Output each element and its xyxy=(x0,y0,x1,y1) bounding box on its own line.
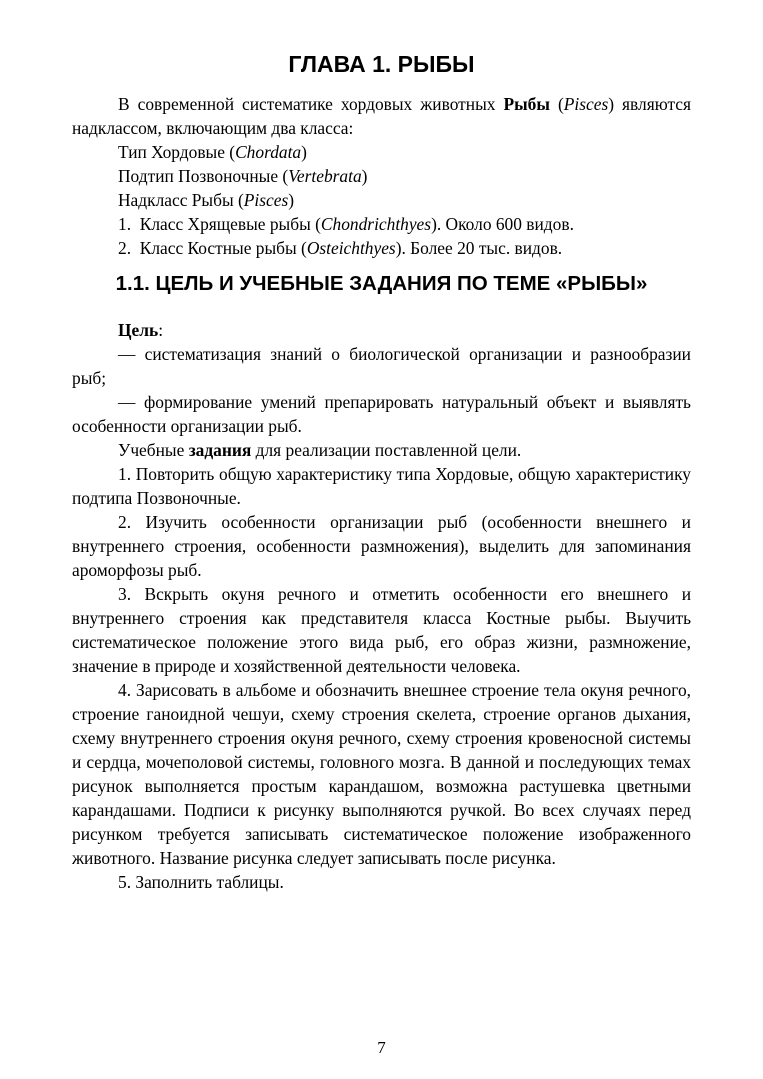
intro-bold: Рыбы xyxy=(503,94,550,114)
section-title: 1.1. ЦЕЛЬ И УЧЕБНЫЕ ЗАДАНИЯ ПО ТЕМЕ «РЫБЫ» xyxy=(115,272,648,295)
intro-text: В современной систематике хордовых животных xyxy=(118,94,504,114)
class-item: 2. Класс Костные рыбы (Osteichthyes). Более 20 тыс. видов. xyxy=(118,238,563,258)
task-item: 3. Вскрыть окуня речного и отметить особенности его внешнего и внутреннего строения как представителя класса Костные рыбы. Выучить систематическое положение этого вида рыб, его образ жизни, размножение, значение в природе и хозяйственной деятельности человека. xyxy=(72,584,691,676)
intro-text: ) являются надклассом, включающим два класса: xyxy=(72,94,692,138)
page-number: 7 xyxy=(377,1038,386,1057)
intro-paragraph xyxy=(72,92,691,140)
task-item: 4. Зарисовать в альбоме и обозначить внешнее строение тела окуня речного, строение ганоидной чешуи, схему строения скелета, строение органов дыхания, схему внутреннего строения окуня речного, схему строения кровеносной системы и сердца, мочеполовой системы, головного мозга. В данной и последующих темах рисунок выполняется простым карандашом, возможна растушевка цветными карандашами. Подписи к рисунку выполняются ручкой. Во всех случаях перед рисунком требуется записывать систематическое положение изображенного животного. Название рисунка следует записывать после рисунка. xyxy=(72,680,691,868)
intro-text: ( xyxy=(549,94,564,114)
task-item: 1. Повторить общую характеристику типа Хордовые, общую характеристику подтипа Позвоночные. xyxy=(72,464,691,508)
goal-item: — систематизация знаний о биологической организации и разнообразии рыб; xyxy=(72,344,691,388)
tasks-intro: Учебные задания для реализации поставленной цели. xyxy=(118,440,522,460)
goal-label: Цель: xyxy=(118,320,164,340)
task-item: 2. Изучить особенности организации рыб (особенности внешнего и внутреннего строения, особенности размножения), выделить для запоминания ароморфозы рыб. xyxy=(72,512,691,580)
class-item: 1. Класс Хрящевые рыбы (Chondrichthyes). Около 600 видов. xyxy=(118,214,574,234)
taxonomy-line: Подтип Позвоночные (Vertebrata) xyxy=(118,166,368,186)
taxonomy-line: Тип Хордовые (Chordata) xyxy=(118,142,307,162)
task-item: 5. Заполнить таблицы. xyxy=(118,872,284,892)
intro-latin: Pisces xyxy=(563,94,609,114)
goal-item: — формирование умений препарировать натуральный объект и выявлять особенности организации рыб. xyxy=(72,392,691,436)
taxonomy-line: Надкласс Рыбы (Pisces) xyxy=(118,190,295,210)
page-content xyxy=(72,50,691,894)
chapter-title: ГЛАВА 1. РЫБЫ xyxy=(288,51,475,77)
